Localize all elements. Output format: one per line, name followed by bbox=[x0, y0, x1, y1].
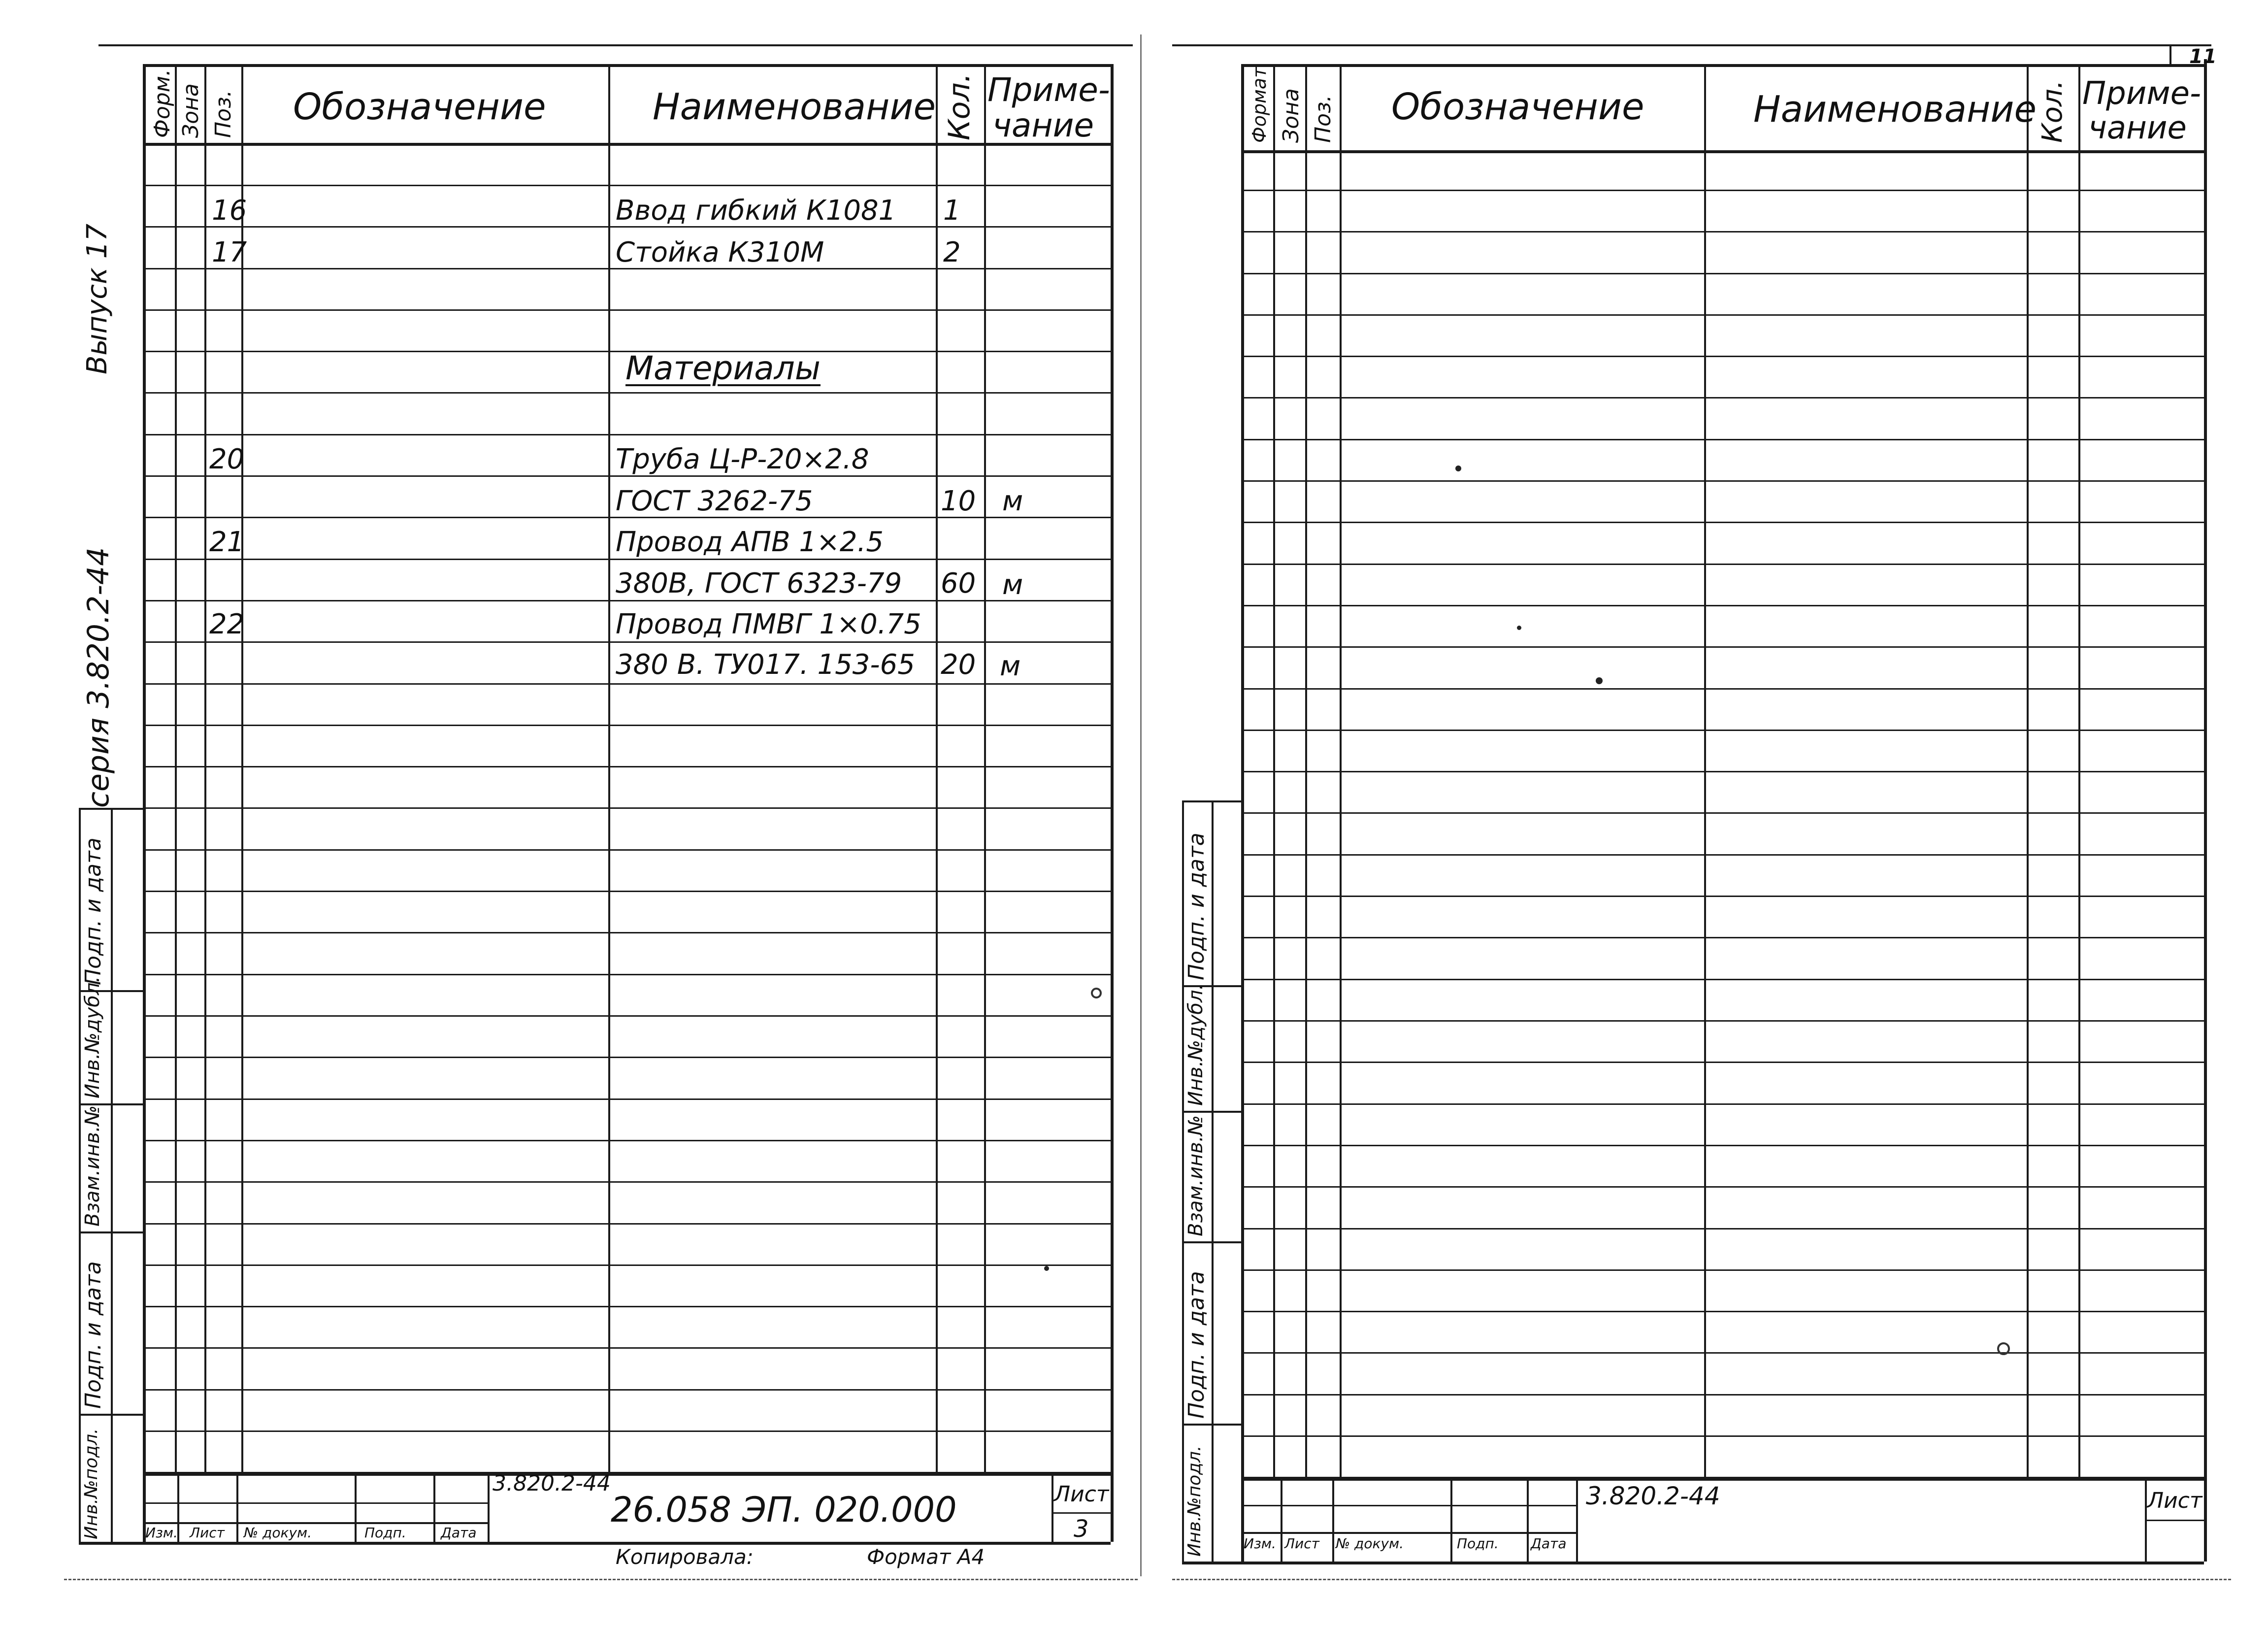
row-line bbox=[1241, 896, 2204, 897]
row-line bbox=[1241, 1228, 2204, 1230]
page-num-tick bbox=[2169, 44, 2171, 64]
stamp-col-inner bbox=[111, 808, 113, 1542]
row-line bbox=[143, 185, 1111, 186]
sheet-divider bbox=[1140, 34, 1142, 1576]
format-label: Формат А4 bbox=[867, 1545, 985, 1569]
right-frame-right bbox=[2204, 59, 2207, 1562]
col-date: Дата bbox=[1531, 1535, 1567, 1552]
row-line bbox=[143, 559, 1111, 560]
title-block-col bbox=[355, 1473, 357, 1542]
inv-dup-label: Инв.№дубл. bbox=[1184, 983, 1207, 1106]
scan-speck bbox=[1455, 465, 1461, 471]
scan-speck bbox=[1596, 677, 1603, 684]
row-line bbox=[1241, 646, 2204, 648]
row-line bbox=[1241, 1269, 2204, 1271]
col-divider bbox=[175, 64, 177, 1473]
hdr-note-2: чание bbox=[992, 106, 1094, 144]
stamp-divider bbox=[79, 1231, 143, 1233]
scan-speck bbox=[1997, 1342, 2010, 1355]
hdr-position: Поз. bbox=[211, 90, 236, 138]
hdr-quantity: Кол. bbox=[2037, 80, 2069, 143]
row-name: ГОСТ 3262-75 bbox=[616, 485, 813, 517]
hdr-note-2: чание bbox=[2088, 110, 2187, 146]
row-name: Труба Ц-Р-20×2.8 bbox=[616, 443, 869, 475]
row-line bbox=[1241, 314, 2204, 316]
hdr-note-1: Приме- bbox=[987, 71, 1110, 109]
row-line bbox=[143, 475, 1111, 477]
row-line bbox=[143, 932, 1111, 933]
series-code: 3.820.2-44 bbox=[1586, 1482, 1720, 1510]
title-block-col bbox=[1332, 1478, 1334, 1562]
row-line bbox=[143, 434, 1111, 435]
row-line bbox=[143, 1306, 1111, 1307]
right-top-rule bbox=[1172, 44, 2211, 46]
stamp-divider bbox=[1182, 1424, 1241, 1426]
title-block-col bbox=[433, 1473, 435, 1542]
row-name: 380 В. ТУ017. 153-65 bbox=[616, 649, 915, 681]
row-line bbox=[143, 683, 1111, 685]
row-pos: 22 bbox=[209, 608, 245, 640]
left-frame-top bbox=[143, 64, 1111, 67]
left-top-rule bbox=[99, 44, 1133, 46]
row-line bbox=[143, 1223, 1111, 1225]
hdr-note-1: Приме- bbox=[2082, 75, 2202, 112]
hdr-zone: Зона bbox=[1279, 88, 1304, 143]
row-line bbox=[143, 1098, 1111, 1100]
hdr-format: Форм. bbox=[150, 69, 175, 138]
col-divider bbox=[241, 64, 243, 1473]
row-line bbox=[143, 766, 1111, 767]
row-line bbox=[1241, 1062, 2204, 1063]
col-divider bbox=[984, 64, 986, 1473]
row-qty: 1 bbox=[943, 195, 961, 227]
hdr-designation: Обозначение bbox=[293, 86, 546, 128]
title-block-row bbox=[1241, 1532, 1576, 1534]
series-label: серия 3.820.2-44 bbox=[81, 547, 116, 808]
series-code: 3.820.2-44 bbox=[493, 1471, 611, 1496]
row-line bbox=[143, 807, 1111, 809]
row-line bbox=[1241, 979, 2204, 980]
hdr-designation: Обозначение bbox=[1391, 86, 1644, 128]
row-line bbox=[1241, 605, 2204, 606]
row-name: Провод АПВ 1×2.5 bbox=[616, 526, 884, 558]
title-block-row bbox=[1052, 1512, 1111, 1514]
row-line bbox=[143, 1264, 1111, 1266]
row-line bbox=[1241, 1186, 2204, 1188]
col-doc: № докум. bbox=[244, 1525, 312, 1541]
row-line bbox=[143, 1389, 1111, 1391]
row-line bbox=[1241, 397, 2204, 399]
hdr-name: Наименование bbox=[1753, 88, 2037, 131]
sheet-number: 3 bbox=[1074, 1515, 1089, 1543]
hdr-format: Формат bbox=[1249, 66, 1270, 143]
issue-label: Выпуск 17 bbox=[81, 223, 113, 374]
scan-speck bbox=[1517, 626, 1521, 630]
sign-date-label: Подп. и дата bbox=[81, 837, 106, 985]
stamp-divider bbox=[1182, 800, 1241, 802]
right-frame-bottom bbox=[1182, 1562, 2204, 1564]
cut-line bbox=[1172, 1579, 2231, 1580]
row-line bbox=[1241, 1020, 2204, 1022]
col-divider bbox=[204, 64, 206, 1473]
stamp-divider bbox=[1182, 1111, 1241, 1113]
left-frame-right bbox=[1111, 64, 1114, 1542]
row-line bbox=[1241, 356, 2204, 357]
sheet-label: Лист bbox=[2147, 1488, 2202, 1513]
row-line bbox=[143, 1347, 1111, 1349]
doc-number: 26.058 ЭП. 020.000 bbox=[611, 1490, 957, 1530]
row-line bbox=[1241, 564, 2204, 565]
row-line bbox=[1241, 1435, 2204, 1437]
row-line bbox=[1241, 1311, 2204, 1312]
scan-speck bbox=[1044, 1266, 1049, 1271]
inv-dup-label: Инв.№дубл. bbox=[81, 976, 104, 1098]
row-pos: 20 bbox=[209, 443, 245, 475]
row-line bbox=[1241, 480, 2204, 482]
row-line bbox=[143, 641, 1111, 643]
sign-date-label: Подп. и дата bbox=[1184, 1271, 1209, 1419]
col-divider bbox=[608, 64, 610, 1473]
row-line bbox=[143, 974, 1111, 975]
hdr-position: Поз. bbox=[1311, 95, 1336, 143]
row-line bbox=[1241, 1394, 2204, 1396]
materials-heading: Материалы bbox=[625, 349, 821, 387]
title-block-col bbox=[1052, 1473, 1053, 1542]
col-divider bbox=[936, 64, 938, 1473]
replace-inv-label: Взам.инв.№ bbox=[81, 1105, 104, 1227]
row-line bbox=[1241, 273, 2204, 274]
col-change: Изм. bbox=[1244, 1535, 1276, 1552]
title-block-row bbox=[1241, 1505, 1576, 1506]
title-block-col bbox=[1281, 1478, 1282, 1562]
left-frame-left bbox=[143, 64, 146, 1542]
replace-inv-label: Взам.инв.№ bbox=[1184, 1115, 1207, 1236]
title-block-col bbox=[1450, 1478, 1452, 1562]
title-block-top bbox=[1241, 1478, 2204, 1481]
row-pos: 16 bbox=[212, 195, 247, 227]
row-line bbox=[143, 1140, 1111, 1141]
scan-speck bbox=[1091, 988, 1102, 998]
row-line bbox=[143, 1181, 1111, 1183]
row-line bbox=[143, 1430, 1111, 1432]
row-line bbox=[1241, 771, 2204, 772]
row-line bbox=[1241, 1352, 2204, 1354]
row-line bbox=[1241, 812, 2204, 814]
row-qty: 10 bbox=[941, 485, 976, 517]
title-block-col bbox=[488, 1473, 490, 1542]
sign-date-label: Подп. и дата bbox=[1184, 832, 1209, 980]
row-line bbox=[143, 891, 1111, 892]
row-line bbox=[1241, 190, 2204, 191]
title-block-row bbox=[2145, 1520, 2204, 1521]
stamp-col-inner bbox=[1212, 800, 1214, 1562]
row-line bbox=[1241, 231, 2204, 233]
row-qty: 60 bbox=[941, 567, 976, 599]
cut-line bbox=[64, 1579, 1138, 1580]
row-pos: 17 bbox=[212, 236, 247, 268]
row-line bbox=[1241, 937, 2204, 938]
row-name: 380В, ГОСТ 6323-79 bbox=[616, 567, 902, 599]
row-line bbox=[1241, 439, 2204, 440]
col-sheet: Лист bbox=[190, 1525, 225, 1541]
title-block-row bbox=[143, 1502, 488, 1504]
row-line bbox=[1241, 730, 2204, 731]
col-sign: Подп. bbox=[1457, 1535, 1499, 1552]
right-frame-top bbox=[1241, 64, 2204, 67]
stamp-divider bbox=[1182, 1241, 1241, 1243]
row-line bbox=[1241, 1103, 2204, 1105]
row-line bbox=[1241, 688, 2204, 690]
title-block-col bbox=[1576, 1478, 1578, 1562]
sheet-label: Лист bbox=[1054, 1482, 1109, 1507]
hdr-quantity: Кол. bbox=[942, 73, 977, 140]
copied-label: Копировала: bbox=[616, 1545, 754, 1569]
row-note: м bbox=[1002, 485, 1023, 517]
sign-date-label: Подп. и дата bbox=[81, 1261, 106, 1409]
header-rule bbox=[143, 143, 1111, 146]
col-sign: Подп. bbox=[364, 1525, 406, 1541]
hdr-name: Наименование bbox=[653, 86, 936, 128]
row-note: м bbox=[1002, 569, 1023, 601]
inv-orig-label: Инв.№подл. bbox=[81, 1428, 101, 1539]
row-name: Ввод гибкий К1081 bbox=[616, 195, 896, 227]
col-sheet: Лист bbox=[1284, 1535, 1319, 1552]
row-name: Провод ПМВГ 1×0.75 bbox=[616, 608, 921, 640]
row-line bbox=[143, 1057, 1111, 1058]
row-qty: 20 bbox=[941, 649, 976, 681]
title-block-row bbox=[143, 1522, 488, 1524]
row-pos: 21 bbox=[209, 526, 245, 558]
row-line bbox=[143, 392, 1111, 394]
row-qty: 2 bbox=[943, 236, 961, 268]
col-date: Дата bbox=[441, 1525, 477, 1541]
title-block-top bbox=[143, 1473, 1111, 1476]
title-block-col bbox=[1527, 1478, 1529, 1562]
hdr-zone: Зона bbox=[178, 83, 203, 138]
inv-orig-label: Инв.№подл. bbox=[1184, 1445, 1205, 1557]
row-name: Стойка К310М bbox=[616, 236, 824, 268]
page-number: 11 bbox=[2189, 45, 2217, 68]
row-line bbox=[143, 309, 1111, 311]
stamp-divider bbox=[79, 808, 143, 810]
row-line bbox=[1241, 1145, 2204, 1146]
col-doc: № докум. bbox=[1336, 1535, 1404, 1552]
col-change: Изм. bbox=[145, 1525, 178, 1541]
title-block-col bbox=[236, 1473, 238, 1542]
header-rule bbox=[1241, 150, 2204, 153]
row-line bbox=[143, 1015, 1111, 1017]
row-note: м bbox=[1000, 650, 1021, 682]
row-line bbox=[143, 849, 1111, 851]
row-line bbox=[143, 600, 1111, 601]
row-line bbox=[143, 725, 1111, 726]
row-line bbox=[1241, 854, 2204, 856]
row-line bbox=[1241, 522, 2204, 523]
stamp-divider bbox=[79, 1414, 143, 1416]
